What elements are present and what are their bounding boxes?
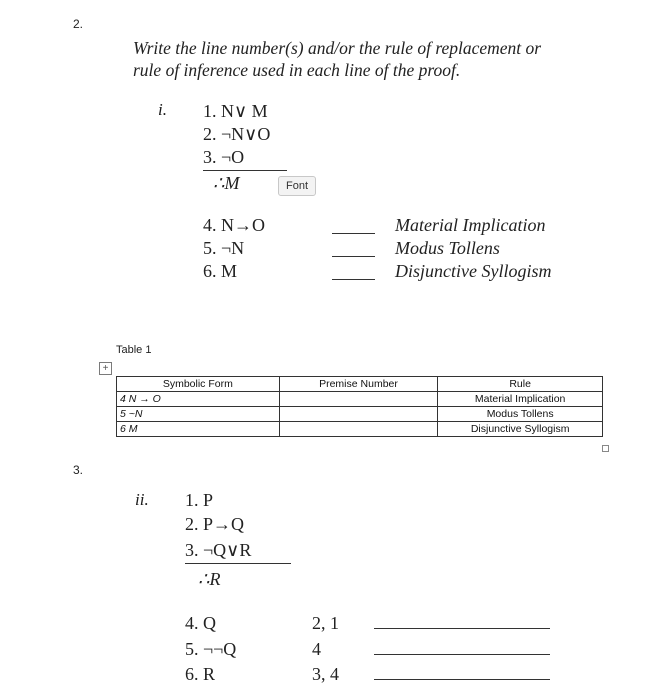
table-header-row	[117, 377, 603, 392]
rules-table	[116, 376, 603, 437]
answer-blank[interactable]	[374, 628, 550, 629]
table-move-handle-icon[interactable]: +	[99, 362, 112, 375]
instructions-line-1: Write the line number(s) and/or the rule of replacement or	[133, 38, 542, 58]
conclusion-line: ∴M	[213, 173, 240, 193]
font-tooltip: Font	[278, 176, 316, 196]
conclusion-rule	[185, 563, 291, 564]
premise-line: 2. P→Q	[185, 514, 245, 534]
table-row	[117, 407, 603, 422]
table-cell-symbolic[interactable]: 6 M	[117, 422, 280, 437]
table-cell-rule[interactable]: Disjunctive Syllogism	[438, 422, 603, 437]
table-cell-premise[interactable]	[279, 392, 438, 407]
premise-line: 3. ¬Q∨R	[185, 540, 252, 560]
table-header: Premise Number	[279, 377, 438, 392]
conclusion-rule	[203, 170, 287, 171]
table-cell-rule[interactable]: Material Implication	[438, 392, 603, 407]
table-row	[117, 392, 603, 407]
table-cell-premise[interactable]	[279, 407, 438, 422]
step-line: 5. ¬¬Q	[185, 639, 237, 659]
step-line: 6. R	[185, 664, 216, 684]
table-cell-symbolic[interactable]: 4 N → O	[117, 392, 280, 407]
step-line: 4. N→O	[203, 215, 265, 235]
table-cell-rule[interactable]: Modus Tollens	[438, 407, 603, 422]
table-cell-symbolic[interactable]: 5 ~N	[117, 407, 280, 422]
answer-blank	[332, 256, 375, 257]
step-reference: 2, 1	[312, 613, 339, 633]
proof-label: i.	[158, 100, 167, 119]
step-reference: 4	[312, 639, 321, 659]
premise-line: 3. ¬O	[203, 147, 245, 167]
step-line: 6. M	[203, 261, 238, 281]
table-row	[117, 422, 603, 437]
conclusion-line: ∴R	[198, 569, 221, 589]
step-line: 5. ¬N	[203, 238, 245, 258]
step-rule: Modus Tollens	[395, 238, 500, 258]
instructions-line-2: rule of inference used in each line of the proof.	[133, 60, 461, 80]
proof-label: ii.	[135, 490, 149, 509]
answer-blank	[332, 233, 375, 234]
premise-line: 1. P	[185, 490, 214, 510]
step-reference: 3, 4	[312, 664, 339, 684]
table-header: Rule	[438, 377, 603, 392]
premise-line: 1. N∨ M	[203, 101, 268, 121]
step-rule: Material Implication	[395, 215, 546, 235]
question-number: 3.	[73, 463, 84, 477]
table-caption: Table 1	[116, 344, 152, 356]
question-number: 2.	[73, 17, 84, 31]
table-cell-premise[interactable]	[279, 422, 438, 437]
table-resize-handle-icon[interactable]	[602, 445, 609, 452]
answer-blank	[332, 279, 375, 280]
step-rule: Disjunctive Syllogism	[395, 261, 552, 281]
answer-blank[interactable]	[374, 679, 550, 680]
premise-line: 2. ¬N∨O	[203, 124, 271, 144]
answer-blank[interactable]	[374, 654, 550, 655]
table-header: Symbolic Form	[117, 377, 280, 392]
step-line: 4. Q	[185, 613, 216, 633]
